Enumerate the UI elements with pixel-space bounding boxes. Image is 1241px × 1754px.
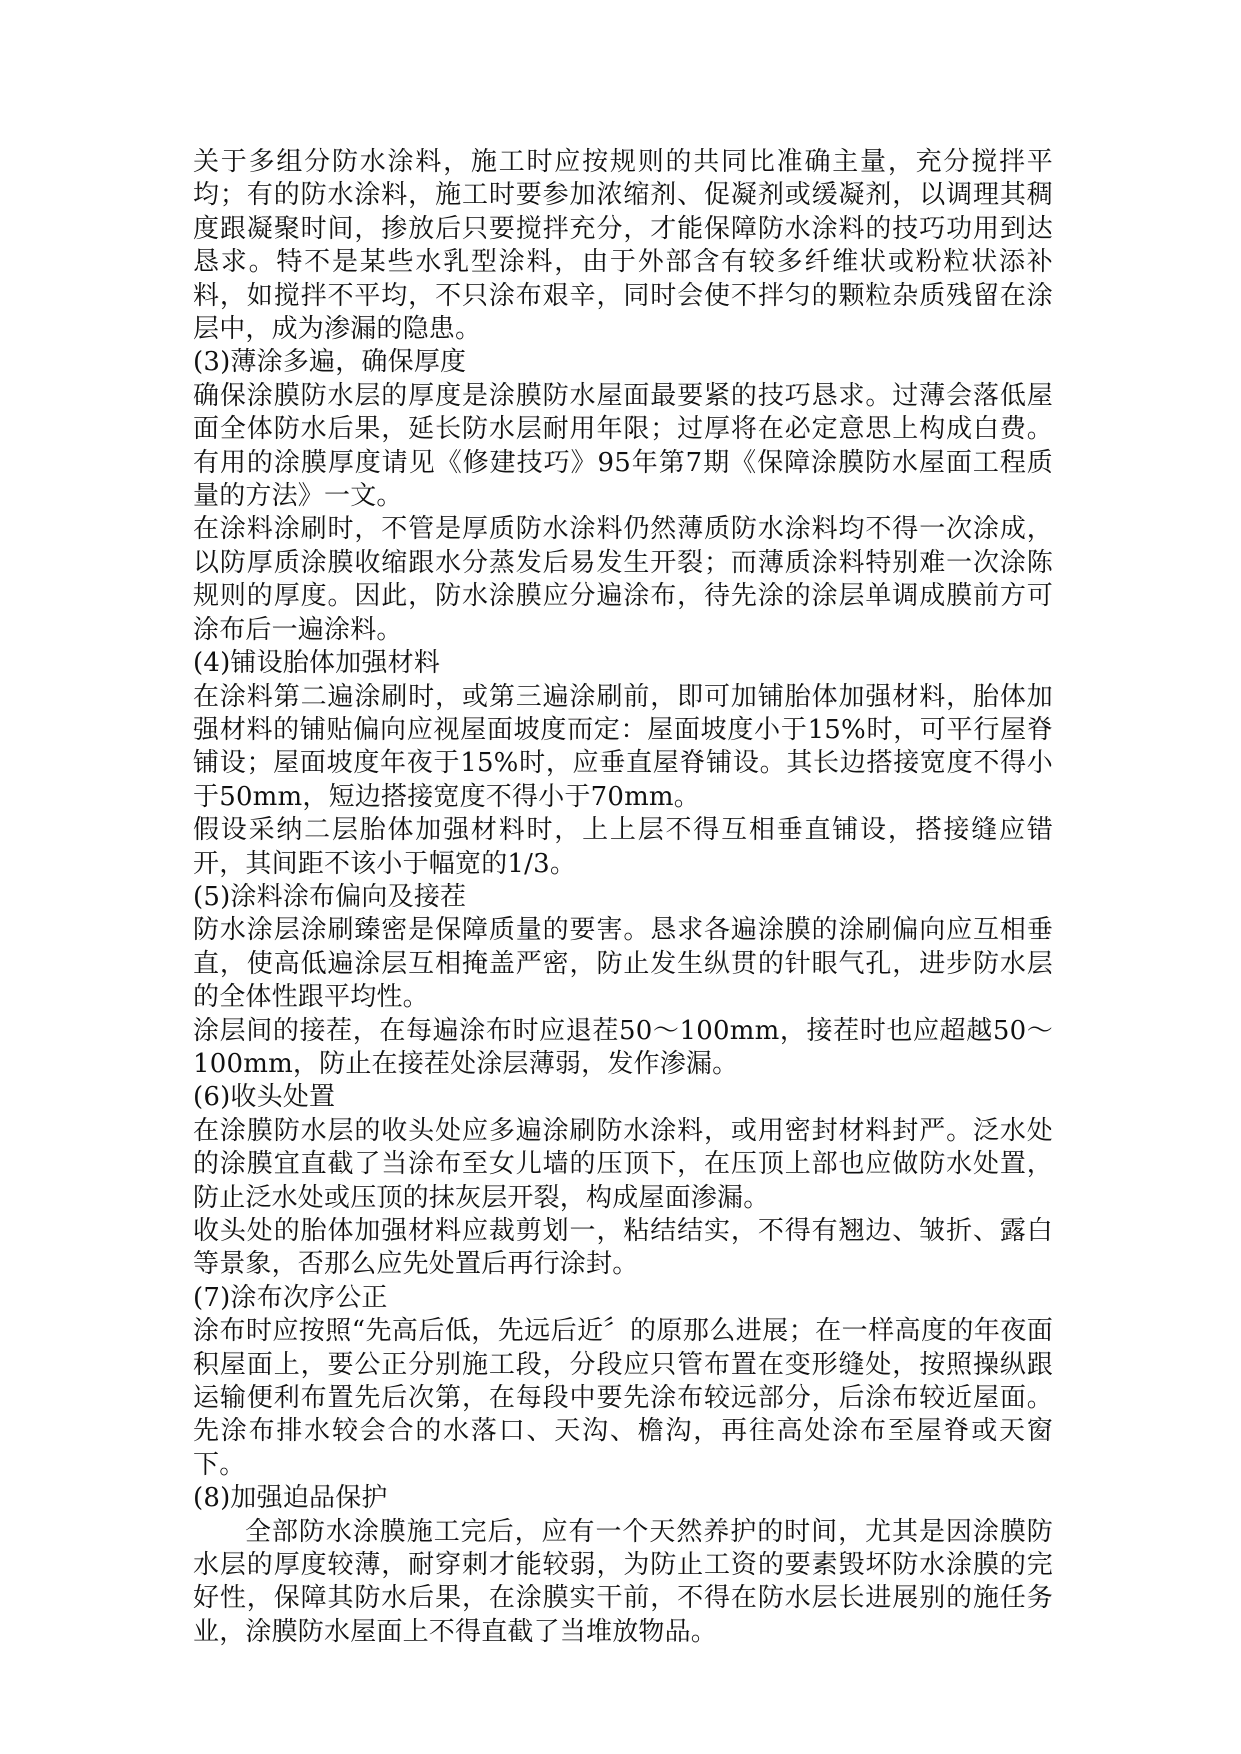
paragraph-mixing: 关于多组分防水涂料，施工时应按规则的共同比准确主量，充分搅拌平均；有的防水涂料，施工时要参加浓缩剂、促凝剂或缓凝剂，以调理其稠度跟凝聚时间，掺放后只要搅拌充分，才能保障防水涂料的技巧功用到达恳求。特不是某些水乳型涂料，由于外部含有较多纤维状或粉粒状添补料，如搅拌不平均，不只涂布艰辛，同时会使不拌匀的颗粒杂质残留在涂层中，成为渗漏的隐患。 xyxy=(193,147,1053,345)
heading-product-protection: (8)加强迫品保护 xyxy=(193,1483,388,1514)
heading-edge-treatment: (6)收头处置 xyxy=(193,1082,336,1113)
paragraph-edge-sealing: 在涂膜防水层的收头处应多遍涂刷防水涂料，或用密封材料封严。泛水处的涂膜宜直截了当涂布至女儿墙的压顶下，在压顶上部也应做防水处置，防止泛水处或压顶的抹灰层开裂，构成屋面渗漏。 xyxy=(193,1115,1053,1213)
heading-coating-order: (7)涂布次序公正 xyxy=(193,1282,388,1313)
document-body xyxy=(193,146,1053,1649)
heading-thin-coating: (3)薄涂多遍，确保厚度 xyxy=(193,347,467,378)
paragraph-coating-passes: 在涂料涂刷时，不管是厚质防水涂料仍然薄质防水涂料均不得一次涂成，以防厚质涂膜收缩跟水分蒸发后易发生开裂；而薄质涂料特别难一次涂陈规则的厚度。因此，防水涂膜应分遍涂布，待先涂的涂层单调成膜前方可涂布后一遍涂料。 xyxy=(193,514,1053,645)
paragraph-thickness: 确保涂膜防水层的厚度是涂膜防水屋面最要紧的技巧恳求。过薄会落低屋面全体防水后果，延长防水层耐用年限；过厚将在必定意思上构成白费。有用的涂膜厚度请见《修建技巧》95年第7期《保障涂膜防水屋面工程质量的方法》一文。 xyxy=(193,380,1053,512)
paragraph-reinforcement-laying: 在涂料第二遍涂刷时，或第三遍涂刷前，即可加铺胎体加强材料，胎体加强材料的铺贴偏向应视屋面坡度而定：屋面坡度小于15%时，可平行屋脊铺设；屋面坡度年夜于15%时，应垂直屋脊铺设。其长边搭接宽度不得小于50mm，短边搭接宽度不得小于70mm。 xyxy=(193,681,1053,812)
paragraph-density: 防水涂层涂刷臻密是保障质量的要害。恳求各遍涂膜的涂刷偏向应互相垂直，使高低遍涂层互相掩盖严密，防止发生纵贯的针眼气孔，进步防水层的全体性跟平均性。 xyxy=(193,915,1053,1013)
heading-reinforcement: (4)铺设胎体加强材料 xyxy=(193,648,441,679)
paragraph-joints: 涂层间的接茬，在每遍涂布时应退茬50～100mm，接茬时也应超越50～100mm，防止在接茬处涂层薄弱，发作渗漏。 xyxy=(193,1015,1053,1079)
paragraph-two-layers: 假设采纳二层胎体加强材料时，上上层不得互相垂直铺设，搭接缝应错开，其间距不该小于幅宽的1/3。 xyxy=(193,815,1053,879)
paragraph-coating-order: 涂布时应按照“先高后低，先远后近〞的原那么进展；在一样高度的年夜面积屋面上，要公正分别施工段，分段应只管布置在变形缝处，按照操纵跟运输便利布置先后次第，在每段中要先涂布较远部分，后涂布较近屋面。先涂布排水较会合的水落口、天沟、檐沟，再往高处涂布至屋脊或天窗下。 xyxy=(193,1316,1053,1480)
paragraph-curing: 全部防水涂膜施工完后，应有一个天然养护的时间，尤其是因涂膜防水层的厚度较薄，耐穿刺才能较弱，为防止工资的要素毁坏防水涂膜的完好性，保障其防水后果，在涂膜实干前，不得在防水层长进展别的施任务业，涂膜防水屋面上不得直截了当堆放物品。 xyxy=(193,1516,1053,1647)
paragraph-edge-reinforcement: 收头处的胎体加强材料应裁剪划一，粘结结实，不得有翘边、皱折、露白等景象，否那么应先处置后再行涂封。 xyxy=(193,1216,1053,1280)
heading-direction-joints: (5)涂料涂布偏向及接茬 xyxy=(193,881,467,912)
